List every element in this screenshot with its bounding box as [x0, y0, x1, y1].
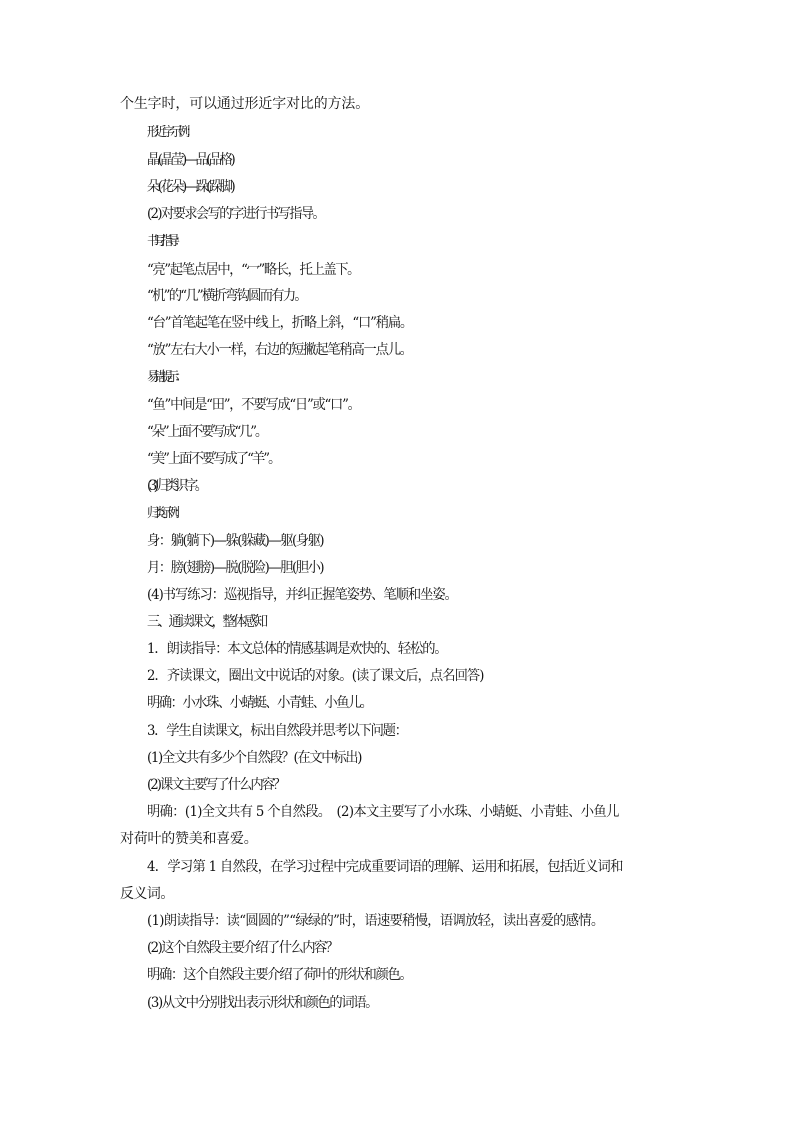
text-line: 朵(花朵)—跺(跺脚) — [147, 179, 234, 195]
text-line: 月：膀(翅膀)—脱(脱险)—胆(胆小) — [147, 560, 324, 576]
text-line: (1)朗读指导：读“圆圆的”“绿绿的”时，语速要稍慢，语调放轻，读出喜爱的感情。 — [147, 913, 604, 929]
text-line: 明确：这个自然段主要介绍了荷叶的形状和颜色。 — [147, 967, 412, 983]
text-line: 反义词。 — [120, 886, 174, 902]
text-line: 形近字示例： — [147, 125, 194, 140]
text-line: (1)全文共有多少个自然段？(在文中标出) — [147, 750, 362, 766]
text-line: 明确：(1)全文共有 5 个自然段。 (2)本文主要写了小水珠、小蜻蜓、小青蛙、小鱼儿 — [147, 804, 619, 820]
text-line: 易错提示： — [147, 370, 182, 385]
section-heading: 三、通读课文，整体感知 — [147, 614, 266, 630]
text-line: 明确：小水珠、小蜻蜓、小青蛙、小鱼儿。 — [147, 695, 372, 711]
text-line: 归类示例： — [147, 506, 182, 521]
text-line: (2)课文主要写了什么内容？ — [147, 777, 285, 793]
text-line: “朵”上面不要写成“几”。 — [147, 424, 267, 440]
text-line: 晶(晶莹)—品(品格) — [147, 152, 234, 168]
text-line: “机”的“几”横折弯钩圆而有力。 — [147, 288, 306, 304]
text-line: 对荷叶的赞美和喜爱。 — [120, 831, 258, 847]
text-line: “放”左右大小一样，右边的短撇起笔稍高一点儿。 — [147, 342, 412, 358]
text-line: “亮”起笔点居中，“冖”略长，托上盖下。 — [147, 262, 360, 278]
text-line: (3)归类识字。 — [147, 478, 205, 494]
text-line: “鱼”中间是“田”，不要写成“日”或“口”。 — [147, 397, 360, 413]
text-line: 4．学习第 1 自然段，在学习过程中完成重要词语的理解、运用和拓展，包括近义词和 — [147, 859, 623, 875]
text-line: (2)对要求会写的字进行书写指导。 — [147, 206, 325, 222]
text-line: 个生字时，可以通过形近字对比的方法。 — [120, 96, 370, 112]
text-line: 2．齐读课文，圈出文中说话的对象。(读了课文后，点名回答) — [147, 668, 484, 684]
text-line: 3．学生自读课文，标出自然段并思考以下问题： — [147, 723, 407, 739]
text-line: 书写指导： — [147, 234, 182, 249]
text-line: (3)从文中分别找出表示形状和颜色的词语。 — [147, 995, 378, 1011]
text-line: “美”上面不要写成了“羊”。 — [147, 451, 280, 467]
text-line: 1．朗读指导：本文总体的情感基调是欢快的、轻松的。 — [147, 641, 447, 657]
text-line: (4)书写练习：巡视指导，并纠正握笔姿势、笔顺和坐姿。 — [147, 587, 457, 603]
text-line: 身：躺(躺下)—躲(躲藏)—躯(身躯) — [147, 533, 324, 549]
text-line: (2)这个自然段主要介绍了什么内容？ — [147, 940, 338, 956]
text-line: “台”首笔起笔在竖中线上，折略上斜，“口”稍扁。 — [147, 315, 413, 331]
